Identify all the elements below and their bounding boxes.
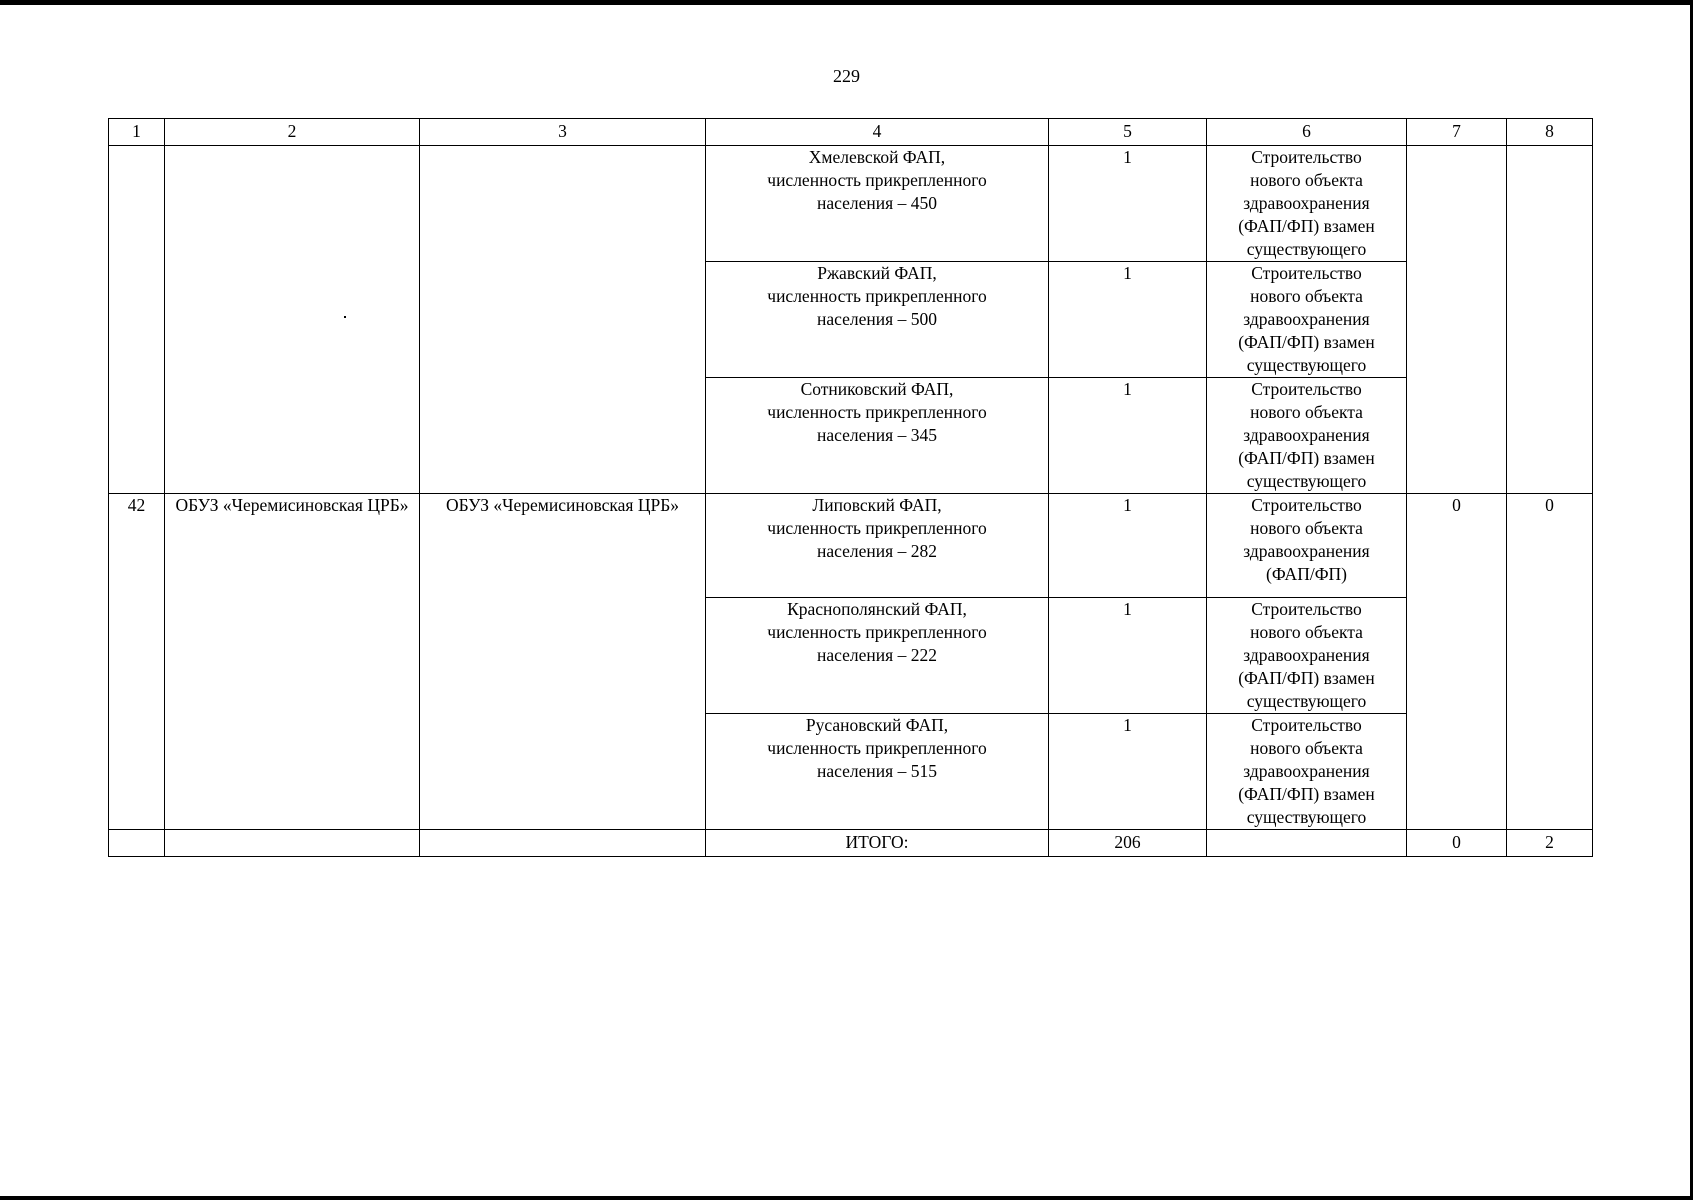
- measure-line: нового объекта: [1250, 518, 1363, 538]
- measure-line: Строительство: [1251, 495, 1362, 515]
- measure-line: здравоохранения: [1243, 425, 1370, 445]
- total-quantity: 206: [1049, 830, 1207, 857]
- measure-line: Строительство: [1251, 715, 1362, 735]
- facility-cell: [706, 146, 1049, 262]
- population-value: населения – 500: [817, 309, 937, 329]
- recipient-cell: ОБУЗ «Черемисиновская ЦРБ»: [420, 494, 706, 830]
- measure-line: Строительство: [1251, 599, 1362, 619]
- total-label: ИТОГО:: [706, 830, 1049, 857]
- column-number: 7: [1407, 119, 1507, 146]
- population-value: населения – 450: [817, 193, 937, 213]
- column-number: 6: [1207, 119, 1407, 146]
- measure-line: Строительство: [1251, 147, 1362, 167]
- measure-line: здравоохранения: [1243, 761, 1370, 781]
- total-empty-cell: [420, 830, 706, 857]
- col7-cell: 0: [1407, 494, 1507, 830]
- population-value: населения – 515: [817, 761, 937, 781]
- quantity-cell: 1: [1049, 494, 1207, 598]
- facility-cell: [706, 598, 1049, 714]
- measure-line: (ФАП/ФП) взамен: [1238, 668, 1375, 688]
- table-row: [109, 146, 1593, 262]
- measure-cell: [1207, 598, 1407, 714]
- col8-cell: [1507, 146, 1593, 494]
- measure-line: нового объекта: [1250, 622, 1363, 642]
- measure-cell: [1207, 714, 1407, 830]
- measure-line: (ФАП/ФП) взамен: [1238, 784, 1375, 804]
- population-label: численность прикрепленного: [767, 738, 987, 758]
- measure-line: нового объекта: [1250, 402, 1363, 422]
- measure-line: (ФАП/ФП) взамен: [1238, 332, 1375, 352]
- facility-cell: [706, 262, 1049, 378]
- measure-line: (ФАП/ФП): [1266, 564, 1347, 584]
- scan-border-top: [0, 0, 1693, 5]
- col7-cell: [1407, 146, 1507, 494]
- quantity-cell: 1: [1049, 262, 1207, 378]
- measure-cell: [1207, 494, 1407, 598]
- measure-line: (ФАП/ФП) взамен: [1238, 216, 1375, 236]
- organization-cell: ОБУЗ «Черемисиновская ЦРБ»: [165, 494, 420, 830]
- quantity-cell: 1: [1049, 598, 1207, 714]
- column-number: 8: [1507, 119, 1593, 146]
- quantity-cell: 1: [1049, 714, 1207, 830]
- population-value: населения – 222: [817, 645, 937, 665]
- measure-line: Строительство: [1251, 263, 1362, 283]
- measure-line: существующего: [1246, 355, 1367, 375]
- quantity-cell: 1: [1049, 146, 1207, 262]
- column-number: 3: [420, 119, 706, 146]
- measure-line: здравоохранения: [1243, 645, 1370, 665]
- facility-cell: [706, 714, 1049, 830]
- measure-line: существующего: [1246, 807, 1367, 827]
- measure-line: существующего: [1246, 471, 1367, 491]
- total-empty-cell: [109, 830, 165, 857]
- col8-cell: 0: [1507, 494, 1593, 830]
- row-number-cell: [109, 146, 165, 494]
- measure-line: существующего: [1246, 239, 1367, 259]
- population-value: населения – 282: [817, 541, 937, 561]
- facility-name: Ржавский ФАП,: [817, 263, 937, 283]
- measure-line: Строительство: [1251, 379, 1362, 399]
- column-number: 5: [1049, 119, 1207, 146]
- facilities-table: [108, 118, 1593, 857]
- measure-line: здравоохранения: [1243, 309, 1370, 329]
- recipient-cell: [420, 146, 706, 494]
- measure-line: существующего: [1246, 691, 1367, 711]
- population-value: населения – 345: [817, 425, 937, 445]
- quantity-cell: 1: [1049, 378, 1207, 494]
- facility-cell: [706, 494, 1049, 598]
- measure-cell: [1207, 262, 1407, 378]
- total-row: [109, 830, 1593, 857]
- row-number-cell: 42: [109, 494, 165, 830]
- column-number: 4: [706, 119, 1049, 146]
- total-empty-cell: [165, 830, 420, 857]
- column-number: 2: [165, 119, 420, 146]
- facility-name: Краснополянский ФАП,: [787, 599, 967, 619]
- population-label: численность прикрепленного: [767, 622, 987, 642]
- population-label: численность прикрепленного: [767, 286, 987, 306]
- measure-line: здравоохранения: [1243, 193, 1370, 213]
- facility-name: Хмелевской ФАП,: [808, 147, 946, 167]
- facility-name: Русановский ФАП,: [805, 715, 949, 735]
- measure-line: нового объекта: [1250, 170, 1363, 190]
- scan-border-bottom: [0, 1196, 1693, 1200]
- total-col8: 2: [1507, 830, 1593, 857]
- total-empty-cell: [1207, 830, 1407, 857]
- measure-line: (ФАП/ФП) взамен: [1238, 448, 1375, 468]
- table-row: [109, 494, 1593, 598]
- measure-line: здравоохранения: [1243, 541, 1370, 561]
- measure-line: нового объекта: [1250, 738, 1363, 758]
- facility-name: Липовский ФАП,: [812, 495, 942, 515]
- population-label: численность прикрепленного: [767, 170, 987, 190]
- organization-cell: [165, 146, 420, 494]
- facility-name: Сотниковский ФАП,: [800, 379, 954, 399]
- measure-line: нового объекта: [1250, 286, 1363, 306]
- measure-cell: [1207, 378, 1407, 494]
- facility-cell: [706, 378, 1049, 494]
- population-label: численность прикрепленного: [767, 518, 987, 538]
- column-number-row: [109, 119, 1593, 146]
- total-col7: 0: [1407, 830, 1507, 857]
- column-number: 1: [109, 119, 165, 146]
- population-label: численность прикрепленного: [767, 402, 987, 422]
- page-number: 229: [833, 66, 860, 86]
- measure-cell: [1207, 146, 1407, 262]
